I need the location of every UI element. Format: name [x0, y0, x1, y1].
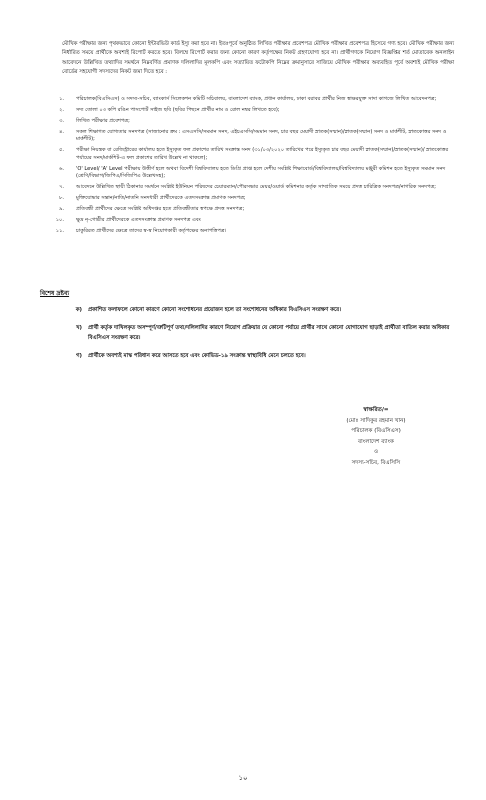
signature-conjunction: ও — [373, 449, 379, 455]
note-b — [75, 324, 458, 343]
list-number: ৬. — [59, 165, 64, 172]
list-number: ৯. — [59, 206, 64, 213]
list-text: 'O' Level/ 'A' Level পরীক্ষায় উত্তীর্ণ হলে অথবা বিদেশী বিশ্ববিদ্যালয় হতে ডিগ্রি প্রাপ্ত হলে দেশীয় সংশ্লিষ্ট শিক্ষাবোর্ড/বিশ্ববিদ্যালয়/বিশ্ববিদ্যালয় মঞ্জুরী কমিশন হতে ইস্যুকৃত সমমান সনদ (শ্রেণি/বিভাগ/জিপিএ/সিজিপিএ উল্লেখসহ); — [76, 165, 446, 180]
list-number: ১. — [59, 96, 64, 102]
note-c — [76, 352, 458, 362]
list-number: ৪. — [59, 129, 64, 135]
list-item-8 — [40, 195, 456, 202]
note-text: প্রার্থীকে অবশ্যই মাস্ক পরিধান করে আসতে হবে এবং কোভিড-১৯ সংক্রান্ত স্বাস্থ্যবিধি মেনে চলতে হবে। — [88, 353, 306, 359]
note-a — [75, 306, 458, 316]
signatory-name: (মোঃ সাদিকুর রহমান খান) — [346, 417, 406, 424]
list-item-5 — [40, 147, 456, 162]
signatory-organization: বাংলাদেশ ব্যাংক — [358, 438, 394, 445]
list-text: আবেদনে উল্লিখিত স্থায়ী ঠিকানার সমর্থনে সংশ্লিষ্ট ইউনিয়ন পরিষদের চেয়ারম্যান/পৌরসভার মেয়র/ওয়ার্ড কমিশনার কর্তৃক সাম্প্রতিক সময়ে প্রদত্ত চারিত্রিক সনদপত্র/নাগরিক সনদপত্র; — [76, 184, 436, 191]
list-number: ২. — [59, 107, 64, 113]
list-item-1 — [40, 96, 456, 103]
list-number: ৮. — [59, 195, 64, 202]
list-text: লিখিত পরীক্ষার প্রবেশপত্র; — [76, 118, 130, 124]
list-text: পরিচালক(বিএসিএস) ও সদস্য-সচিব, ব্যাংকার্স সিলেকশন কমিটি সচিবালয়, বাংলাদেশ ব্যাংক, প্রধান কার্যালয়, ঢাকা বরাবর প্রার্থীর নিজ স্বাক্ষরযুক্ত সাদা কাগজে লিখিত আবেদনপত্র; — [76, 96, 437, 102]
signatory-role: সদস্য-সচিব, বিএসিসি — [351, 459, 401, 466]
list-item-7 — [40, 184, 456, 191]
signature-title: স্বাক্ষরিত/= — [363, 407, 389, 413]
list-text: ক্ষুদ্র নৃ-গোষ্ঠীর প্রার্থীদেরকে এতদসংক্রান্ত প্রমাণক সনদপত্র এবং — [76, 217, 201, 224]
note-mark: খ) — [75, 325, 82, 331]
list-text: মুক্তিযোদ্ধার সন্তান/নাতি/নাতনি সনদধারী প্রার্থীদেরকে এতদসংক্রান্ত প্রমাণক সনদপত্র; — [76, 195, 246, 202]
note-text: প্রকাশিত ফলাফলে কোনো কারণে কোনো সংশোধনের প্রয়োজন হলে তা সংশোধনের অধিকার বিএসিএস সংরক্ষণ করে। — [88, 307, 342, 313]
list-item-9 — [40, 206, 456, 213]
list-text: সদ্য তোলা ০৩ কপি রঙিন পাসপোর্ট সাইজ ছবি (ছবির পিছনে প্রার্থীর নাম ও রোল নম্বর লিখতে হবে); — [76, 107, 280, 113]
list-item-2 — [40, 107, 456, 114]
note-mark: গ) — [76, 353, 82, 359]
signatory-designation: পরিচালক (বিএসিএস) — [351, 428, 401, 434]
signature-block — [316, 405, 436, 468]
list-number: ৫. — [59, 147, 64, 154]
list-number: ১১. — [55, 228, 64, 235]
page-number: ১০ — [238, 774, 248, 782]
list-item-11 — [40, 228, 456, 235]
list-item-3 — [40, 118, 456, 125]
list-text: সকল শিক্ষাগত যোগ্যতার সনদপত্র (সাজানোর ক্রম : এসএসসি/সমমান সনদ, এইচএসসি/সমমান সনদ, চার বছর মেয়াদী স্নাতক(সম্মান)/স্নাতক(সম্মান) সনদ ও মার্কশীট, স্নাতকোত্তর সনদ ও মার্কশীট); — [76, 129, 447, 143]
list-item-10 — [40, 217, 456, 224]
list-text: পরীক্ষা নিয়ন্ত্রক বা রেজিস্ট্রারের কার্যালয় হতে ইস্যুকৃত ফল প্রকাশের তারিখ সংক্রান্ত সনদ (৩১/০৩/২০২০ তারিখের পরে ইস্যুকৃত চার বছর মেয়াদী স্নাতক(সম্মান)/স্নাতক(সম্মান)/ স্নাতকোত্তর পর্যায়ের সনদ/মার্কশিট-এ ফল প্রকাশের তারিখ উল্লেখ না থাকলে); — [76, 147, 449, 161]
notes-heading: বিশেষ দ্রষ্টব্য — [40, 290, 70, 297]
note-mark: ক) — [75, 307, 82, 313]
list-number: ৩. — [59, 118, 64, 124]
list-number: ১০. — [55, 217, 64, 224]
note-text: প্রার্থী কর্তৃক দাখিলকৃত অসম্পূর্ণ/ত্রুটিপূর্ণ তথ্য/দলিলাদির কারণে নিয়োগ প্রক্রিয়ার যে কোনো পর্যায়ে প্রার্থীর সাথে কোনো যোগাযোগ ছাড়াই প্রার্থীতা বাতিল করার অধিকার বিএসিএস সংরক্ষণ করে। — [88, 325, 450, 341]
intro-paragraph: মৌখিক পরীক্ষার জন্য পৃথকভাবে কোনো ইন্টারভিউ কার্ড ইস্যু করা হবে না। ইতঃপূর্বে অনুষ্ঠিত লিখিত পরীক্ষার প্রবেশপত্র মৌখিক পরীক্ষার প্রবেশপত্র হিসেবে গণ্য হবে। মৌখিক পরীক্ষার জন্য নির্ধারিত সময়ে প্রার্থীকে অবশ্যই রিপোর্ট করতে হবে। বিলম্বে রিপোর্ট করার জন্য কোনো কারণ কর্তৃপক্ষের নিকট গ্রহণযোগ্য হবে না। প্রার্থীগণকে নিয়োগ বিজ্ঞপ্তির শর্ত মোতাবেক অনলাইন আবেদনে উল্লিখিত তথ্যাদির সমর্থনে নিম্নবর্ণিত প্রমাণক দলিলাদির মূলকপি এবং সত্যায়িত ফটোকপি নিম্নের ক্রমানুসারে সাজিয়ে মৌখিক পরীক্ষার অব্যবহিত পূর্বে অবশ্যই মৌখিক পরীক্ষা বোর্ডের সহযোগী সদস্যদের নিকট জমা দিতে হবে : — [62, 41, 454, 76]
list-item-4 — [40, 129, 456, 144]
list-text: চাকুরিরত প্রার্থীদের ক্ষেত্রে তাদের স্ব-স্ব নিয়োগকারী কর্তৃপক্ষের অনাপত্তিপত্র। — [76, 228, 227, 235]
list-number: ৭. — [59, 184, 64, 191]
list-text: প্রতিবন্ধী প্রার্থীদের ক্ষেত্রে সংশ্লিষ্ট অধিদপ্তর হতে প্রতিবন্ধীতার স্বপক্ষে প্রদত্ত সনদপত্র; — [76, 206, 245, 213]
list-item-6 — [40, 166, 456, 181]
document-list — [40, 96, 456, 239]
